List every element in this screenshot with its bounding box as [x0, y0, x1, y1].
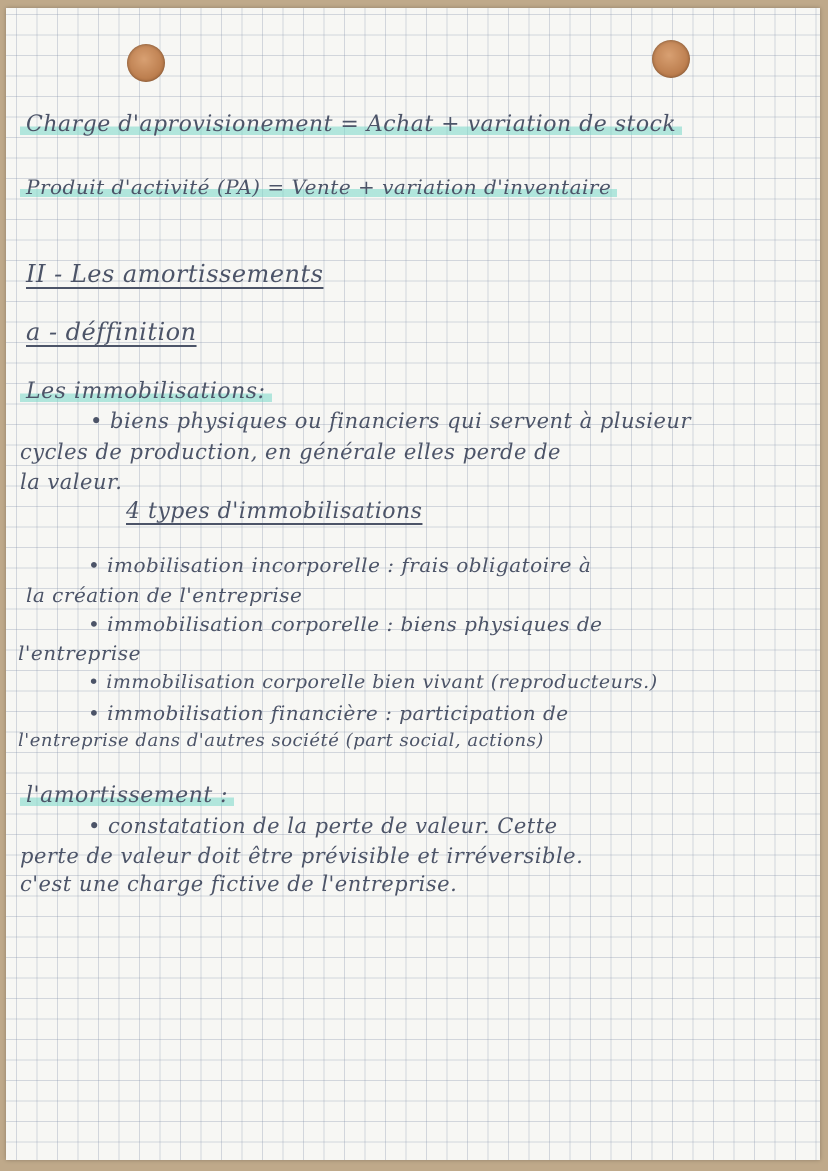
list-item: • immobilisation corporelle : biens physiques de [88, 612, 603, 636]
section-title: II - Les amortissements [26, 260, 324, 288]
paragraph-line: • biens physiques ou financiers qui servent à plusieur [90, 409, 691, 433]
formula-charge: Charge d'aprovisionement = Achat + variation de stock [20, 112, 682, 137]
notebook-page [6, 8, 820, 1160]
types-heading: 4 types d'immobilisations [126, 499, 423, 524]
formula-produit: Produit d'activité (PA) = Vente + variation d'inventaire [20, 175, 617, 199]
paragraph-line: c'est une charge fictive de l'entreprise. [20, 872, 458, 896]
list-item: • immobilisation corporelle bien vivant (reproducteurs.) [88, 671, 658, 693]
paragraph-line: cycles de production, en générale elles perde de [20, 440, 561, 464]
heading-amortissement: l'amortissement : [20, 783, 234, 808]
paragraph-line: • constatation de la perte de valeur. Cette [88, 814, 558, 838]
list-item: • immobilisation financière : participation de [88, 701, 569, 725]
subsection-title: a - déffinition [26, 318, 197, 346]
binder-hole-right [652, 40, 690, 78]
list-item: la création de l'entreprise [26, 583, 303, 607]
list-item: l'entreprise dans d'autres société (part social, actions) [18, 730, 544, 751]
binder-hole-left [127, 44, 165, 82]
heading-immobilisations: Les immobilisations: [20, 379, 272, 404]
list-item: • imobilisation incorporelle : frais obligatoire à [88, 553, 592, 577]
list-item: l'entreprise [18, 641, 141, 665]
paragraph-line: la valeur. [20, 470, 123, 494]
paragraph-line: perte de valeur doit être prévisible et irréversible. [20, 844, 584, 868]
